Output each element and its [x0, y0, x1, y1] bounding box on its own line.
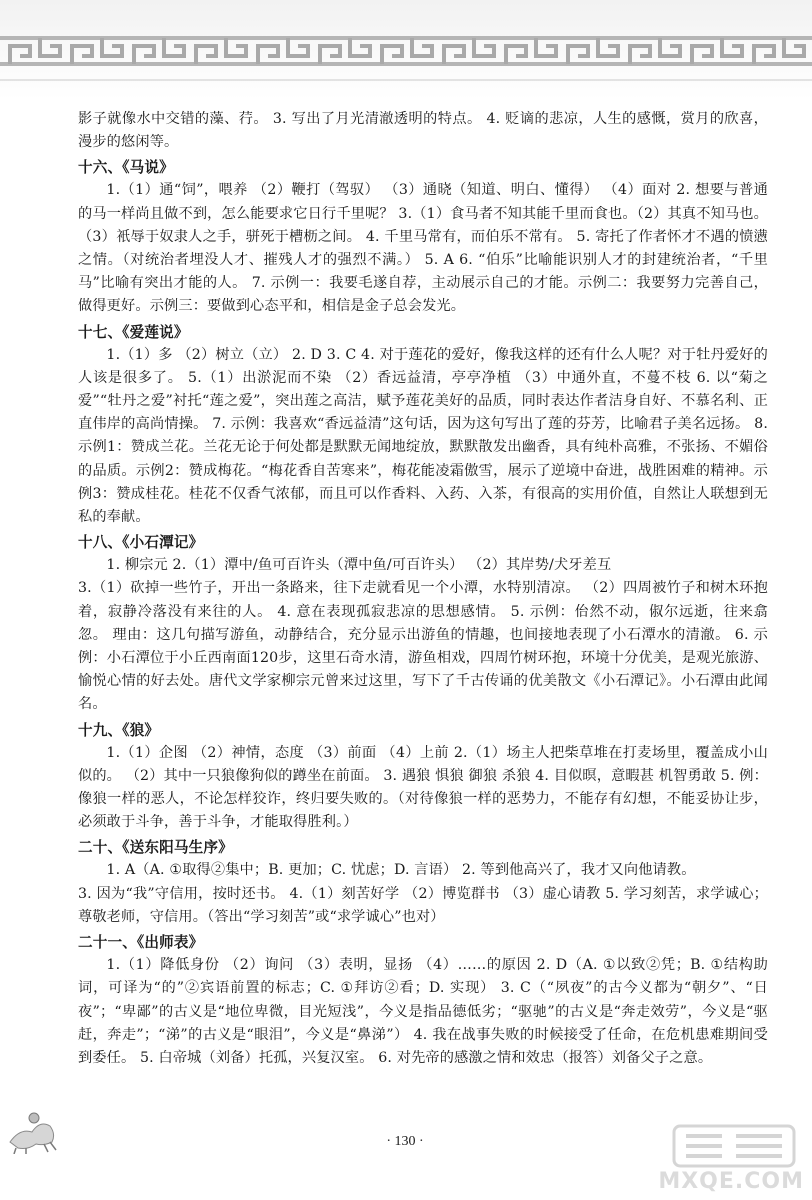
- section-heading: 二十、《送东阳马生序》: [78, 839, 233, 857]
- watermark-logo: [658, 1122, 804, 1194]
- section-heading: 十六、《马说》: [78, 159, 174, 177]
- answer-paragraph: 1. 柳宗元 2.（1）潭中/鱼可百许头（潭中鱼/可百许头） （2）其岸势/犬牙差互: [106, 557, 612, 574]
- answer-paragraph: 3. 因为“我”守信用，按时还书。 4.（1）刻苦好学 （2）博览群书 （3）虚心请教 5. 学习刻苦，求学诚心；尊敬老师，守信用。（答出“学习刻苦”或“求学诚心”也对）: [78, 885, 768, 925]
- section-heading: 十九、《狼》: [78, 721, 160, 739]
- section-heading: 十七、《爱莲说》: [78, 323, 189, 341]
- section-heading: 十八、《小石潭记》: [78, 534, 204, 552]
- section-heading: 二十一、《出师表》: [78, 934, 204, 952]
- fret-pattern-icon: [0, 0, 812, 100]
- answer-paragraph: 1. A（A. ①取得②集中；B. 更加；C. 忧虑；D. 言语） 2. 等到他高兴了，我才又向他请教。: [106, 862, 696, 879]
- page-number: · 130 ·: [386, 1134, 424, 1149]
- answer-paragraph: 1.（1）通“饲”，喂养 （2）鞭打（驾驭） （3）通晓（知道、明白、懂得） （4）面对 2. 想要与普通的马一样尚且做不到，怎么能要求它日行千里呢？ 3.（1）食马者不知其能千里而食也。（2）其真不知马也。 （3）衹辱于奴隶人之手，骈死于槽枥之间。 4. 千里马常有，而伯乐不常有。 5. 寄托了作者怀才不遇的愤懑之情。（对统治者埋没人才、摧残人才的强烈不满。） 5. A 6. “伯乐”比喻能识别人才的封建统治者，“千里马”比喻有突出才能的人。 7. 示例一：我要毛遂自荐，主动展示自己的才能。示例二：我要努力完善自己，做得更好。示例三：要做到心态平和，相信是金子总会发光。: [78, 182, 768, 315]
- answer-stamp-icon: [664, 1122, 804, 1172]
- watermark-text: MXQE.COM: [658, 1169, 804, 1194]
- answer-paragraph: 1.（1）多 （2）树立（立） 2. D 3. C 4. 对于莲花的爱好，像我这样的还有什么人呢？对于牡丹爱好的人该是很多了。 5.（1）出淤泥而不染 （2）香远益清，亭亭净植 （3）中通外直，不蔓不枝 6. 以“菊之爱”“牡丹之爱”衬托“莲之爱”，突出莲之高洁，赋予莲花美好的品质，同时表达作者洁身自好、不慕名利、正直伟岸的高尚情操。 7. 示例：我喜欢“香远益清”这句话，因为这句写出了莲的芬芳，比喻君子美名远扬。 8. 示例1：赞成兰花。兰花无论于何处都是默默无闻地绽放，默默散发出幽香，具有纯朴高雅，不张扬、不媚俗的品质。示例2：赞成梅花。“梅花香自苦寒来”，梅花能凌霜傲雪，展示了逆境中奋进，战胜困难的精神。示例3：赞成桂花。桂花不仅香气浓郁，而且可以作香料、入药、入茶，有很高的实用价值，自然让人联想到无私的奉献。: [78, 346, 768, 526]
- answer-paragraph: 1.（1）降低身份 （2）询问 （3）表明，显扬 （4）……的原因 2. D（A. ①以致②凭；B. ①结构助词，可译为“的”②宾语前置的标志；C. ①拜访②看；D. 实现） 3. C（“夙夜”的古今义都为“朝夕”、“日夜”；“卑鄙”的古义是“地位卑微，目光短浅”，今义是指品德低劣；“驱驰”的古义是“奔走效劳”，今义是“驱赶，奔走”；“涕”的古义是“眼泪”，今义是“鼻涕”） 4. 我在战事失败的时候接受了任命，在危机患难期间受到委任。 5. 白帝城（刘备）托孤，兴复汉室。 6. 对先帝的感激之情和效忠（报答）刘备父子之意。: [78, 957, 768, 1066]
- decorative-top-border: [0, 0, 812, 100]
- answer-paragraph: 3.（1）砍掉一些竹子，开出一条路来，往下走就看见一个小潭，水特别清凉。 （2）四周被竹子和树木环抱着，寂静冷落没有来往的人。 4. 意在表现孤寂悲凉的思想感情。 5. 示例：佁然不动，俶尔远逝，往来翕忽。 理由：这几句描写游鱼，动静结合，充分显示出游鱼的情趣，也间接地表现了小石潭水的清澈。 6. 示例：小石潭位于小丘西南面120步，这里石奇水清，游鱼相戏，四周竹树环抱，环境十分优美，是观光旅游、愉悦心情的好去处。唐代文学家柳宗元曾来过这里，写下了千古传诵的优美散文《小石潭记》。小石潭由此闻名。: [78, 580, 768, 713]
- answer-paragraph: 影子就像水中交错的藻、荇。 3. 写出了月光清澈透明的特点。 4. 贬谪的悲凉，人生的感慨，赏月的欣喜，漫步的悠闲等。: [78, 111, 768, 151]
- answer-paragraph: 1.（1）企图 （2）神情，态度 （3）前面 （4）上前 2.（1）场主人把柴草堆在打麦场里，覆盖成小山似的。 （2）其中一只狼像狗似的蹲坐在前面。 3. 遇狼 惧狼 御狼 杀狼 4. 目似暝，意暇甚 机智勇敢 5. 例：像狼一样的恶人，不论怎样狡诈，终归要失败的。（对待像狼一样的恶势力，不能存有幻想，不能妥协让步，必须敢于斗争，善于斗争，才能取得胜利。）: [78, 744, 768, 831]
- horse-rider-illustration-icon: [6, 1098, 66, 1154]
- answer-text-body: [78, 108, 768, 1070]
